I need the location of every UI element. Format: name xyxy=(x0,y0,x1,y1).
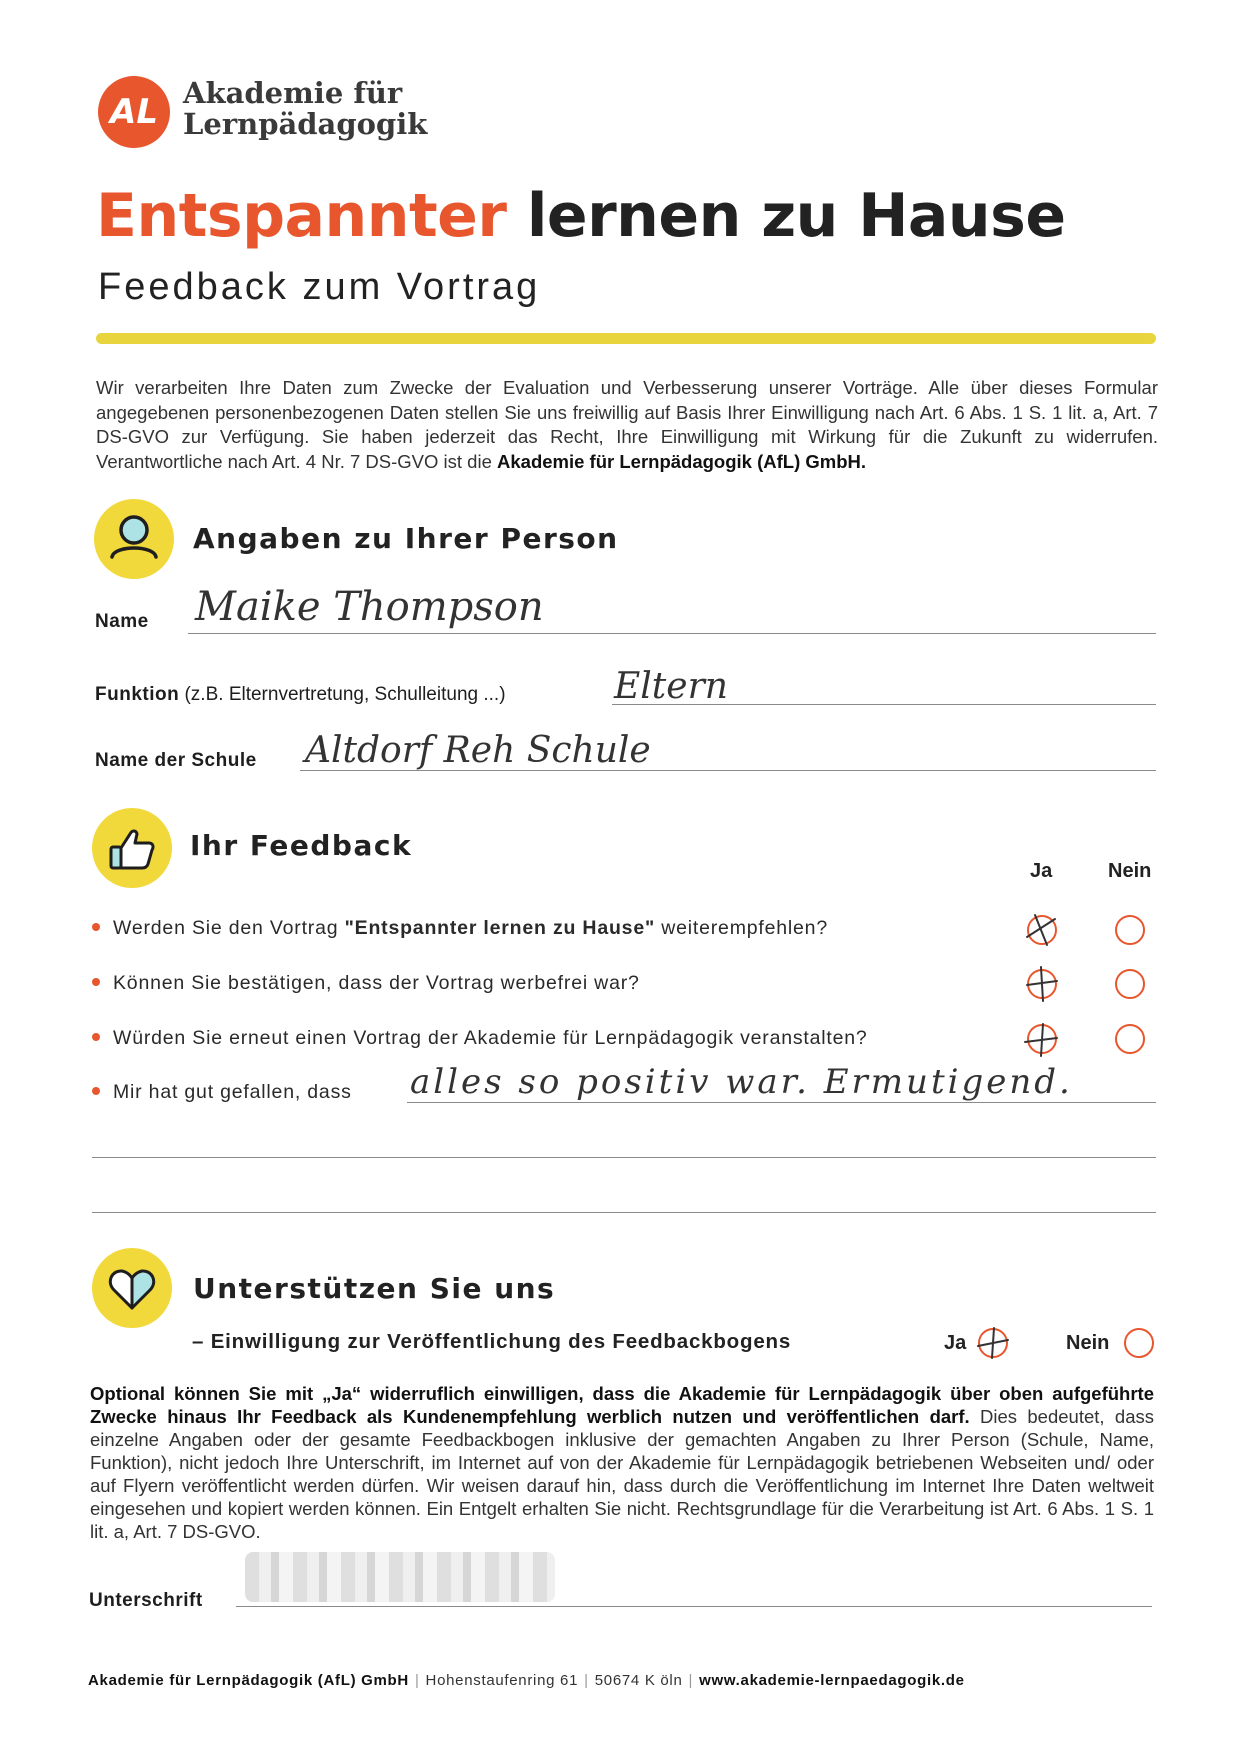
privacy-entity: Akademie für Lernpädagogik (AfL) GmbH. xyxy=(497,450,867,472)
signature-label: Unterschrift xyxy=(89,1590,203,1611)
section-title-person: Angaben zu Ihrer Person xyxy=(193,522,619,555)
liked-extra-line-1[interactable] xyxy=(92,1157,1156,1158)
q1-yes-checkbox[interactable] xyxy=(1027,915,1057,945)
yellow-divider xyxy=(96,333,1156,344)
question-recommend-title: "Entspannter lernen zu Hause" xyxy=(344,917,656,939)
liked-field-value[interactable]: alles so positiv war. Ermutigend. xyxy=(410,1062,1073,1102)
signature-line[interactable] xyxy=(236,1606,1152,1607)
consent-no-checkbox[interactable] xyxy=(1124,1328,1154,1358)
logo-line-2: Lernpädagogik xyxy=(183,107,428,141)
consent-no-label: Nein xyxy=(1066,1332,1110,1354)
name-field-line[interactable] xyxy=(188,633,1156,634)
question-recommend: Werden Sie den Vortrag "Entspannter lernen zu Hause" weiterempfehlen? xyxy=(92,917,828,940)
column-header-yes: Ja xyxy=(1030,860,1053,882)
footer-address: Hohenstaufenring 61 xyxy=(425,1672,579,1689)
footer-website-link[interactable]: www.akademie-lernpaedagogik.de xyxy=(699,1672,965,1689)
heart-icon xyxy=(92,1248,172,1328)
logo-wordmark xyxy=(183,78,427,140)
privacy-notice xyxy=(96,376,1158,474)
q3-no-checkbox[interactable] xyxy=(1115,1024,1145,1054)
consent-explanation-bold: Optional können Sie mit „Ja“ widerruflich einwilligen, dass die Akademie für Lernpädagogik über oben aufgeführte Zwecke hinaus Ihr Feedback als Kundenempfehlung werblich nutzen und veröffentlichen darf. xyxy=(90,1383,1154,1427)
question-organize-again: Würden Sie erneut einen Vortrag der Akademie für Lernpädagogik veranstalten? xyxy=(92,1027,868,1050)
bullet-dot xyxy=(92,923,100,931)
consent-yes-checkbox[interactable] xyxy=(978,1328,1008,1358)
page-title-accent: Entspannter xyxy=(96,181,507,251)
function-label: Funktion (z.B. Elternvertretung, Schulleitung ...) xyxy=(95,684,506,705)
footer-city: 50674 K öln xyxy=(594,1672,683,1689)
school-label: Name der Schule xyxy=(95,750,257,771)
q3-yes-checkbox[interactable] xyxy=(1027,1024,1057,1054)
bullet-dot xyxy=(92,1087,100,1095)
name-label: Name xyxy=(95,611,149,632)
page-title xyxy=(96,180,1066,252)
logo-mark xyxy=(98,76,170,148)
section-title-feedback: Ihr Feedback xyxy=(190,829,413,862)
function-field-value[interactable]: Eltern xyxy=(614,666,728,707)
consent-explanation-text: Dies bedeutet, dass einzelne Angaben oder der gesamte Feedbackbogen inklusive der gemachten Angaben zu Ihrer Person (Schule, Name, Funktion), nicht jedoch Ihre Unterschrift, im Internet auf von der Akademie für Lernpädagogik betriebenen Webseiten und/ oder auf Flyern veröffentlicht werden dürfen. Wir weisen darauf hin, dass durch die Veröffentlichung im Internet Ihre Daten weltweit eingesehen und kopiert werden können. Ein Entgelt erhalten Sie nicht. Rechtsgrundlage für die Verarbeitung ist Art. 6 Abs. 1 S. 1 lit. a, Art. 7 DS-GVO. xyxy=(90,1406,1154,1542)
liked-extra-line-2[interactable] xyxy=(92,1212,1156,1213)
question-liked: Mir hat gut gefallen, dass xyxy=(92,1081,352,1104)
page-subtitle: Feedback zum Vortrag xyxy=(98,266,541,308)
person-icon xyxy=(94,499,174,579)
bullet-dot xyxy=(92,1033,100,1041)
q1-no-checkbox[interactable] xyxy=(1115,915,1145,945)
section-title-support: Unterstützen Sie uns xyxy=(193,1272,556,1305)
column-header-no: Nein xyxy=(1108,860,1152,882)
school-field-value[interactable]: Altdorf Reh Schule xyxy=(305,730,651,771)
question-ad-free: Können Sie bestätigen, dass der Vortrag werbefrei war? xyxy=(92,972,640,995)
thumbs-up-icon xyxy=(92,808,172,888)
function-hint: (z.B. Elternvertretung, Schulleitung ...) xyxy=(184,684,506,705)
q2-no-checkbox[interactable] xyxy=(1115,969,1145,999)
q2-yes-checkbox[interactable] xyxy=(1027,969,1057,999)
privacy-text: Wir verarbeiten Ihre Daten zum Zwecke der Evaluation und Verbesserung unserer Vorträge. Alle über dieses Formular angegebenen personenbezogenen Daten stellen Sie uns freiwillig auf Basis Ihrer Einwilligung nach Art. 6 Abs. 1 S. 1 lit. a, Art. 7 DS-GVO zur Verfügung. Sie haben jederzeit das Recht, Ihre Einwilligung mit Wirkung für die Zukunft zu widerrufen. Verantwortliche nach Art. 4 Nr. 7 DS-GVO ist die xyxy=(96,377,1158,472)
consent-yes-label: Ja xyxy=(944,1332,967,1354)
consent-subtitle: – Einwilligung zur Veröffentlichung des Feedbackbogens xyxy=(192,1330,792,1353)
name-field-value[interactable]: Maike Thompson xyxy=(195,584,544,630)
consent-explanation xyxy=(90,1382,1154,1543)
logo-line-1: Akademie für xyxy=(183,76,403,110)
page-title-rest: lernen zu Hause xyxy=(526,181,1066,251)
bullet-dot xyxy=(92,978,100,986)
signature-redacted xyxy=(245,1552,555,1602)
footer: Akademie für Lernpädagogik (AfL) GmbH | Hohenstaufenring 61 | 50674 K öln | www.akademie-lernpaedagogik.de xyxy=(88,1672,965,1689)
logo-mark-text: AL xyxy=(110,92,158,132)
footer-company: Akademie für Lernpädagogik (AfL) GmbH xyxy=(88,1672,409,1689)
liked-field-line[interactable] xyxy=(407,1102,1156,1103)
